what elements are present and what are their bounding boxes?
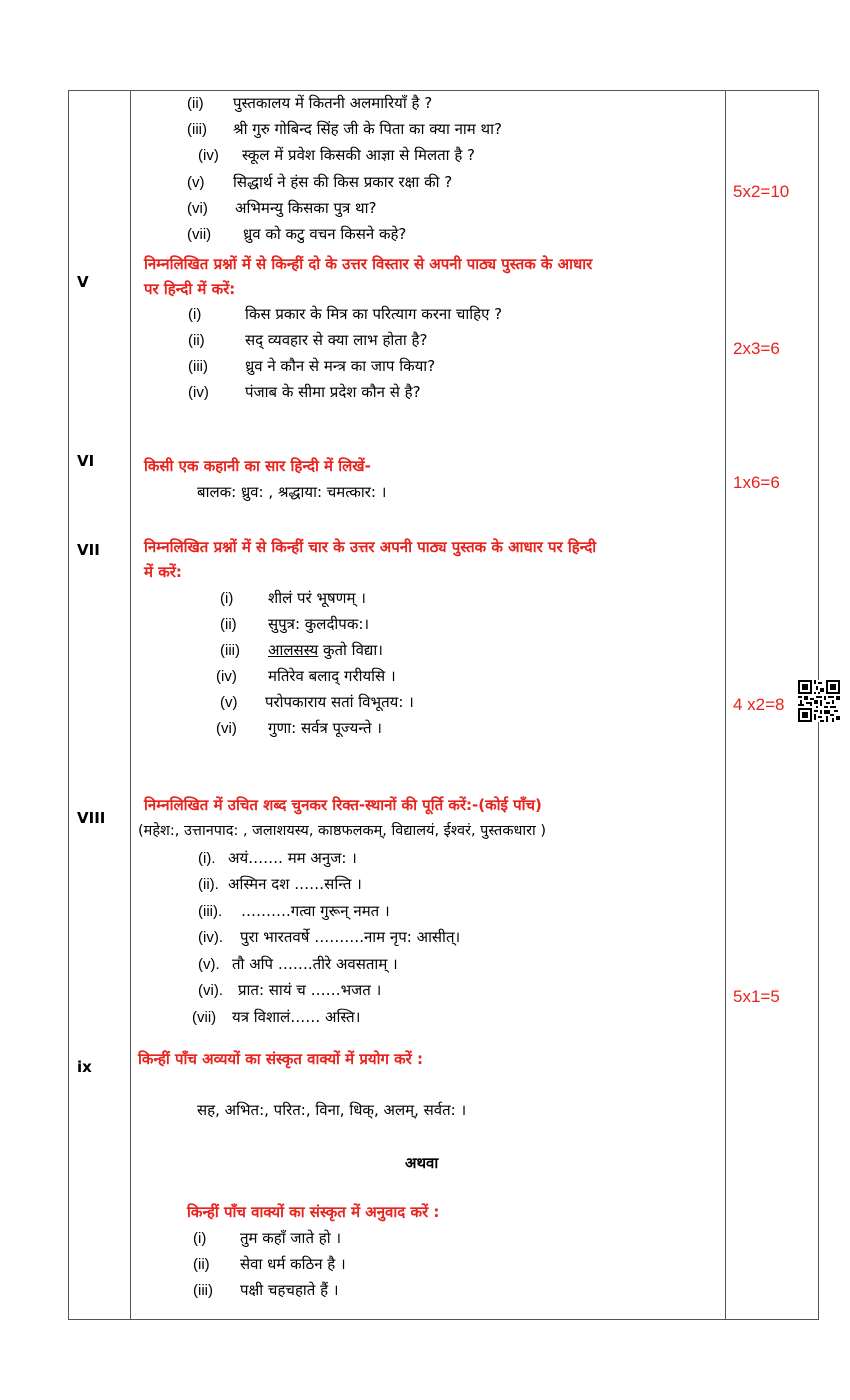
qr-code-icon [798,680,840,722]
list-item [187,120,502,139]
item-text: अभिमन्यु किसका पुत्र था? [235,199,377,217]
list-item [198,928,460,947]
list-item [220,615,369,634]
list-item [193,1229,341,1248]
item-number: (vi). [198,982,223,999]
item-text: ध्रुव ने कौन से मन्त्र का जाप किया? [245,357,436,375]
item-number: (ii) [187,95,204,112]
section-v-instruction-line1: निम्नलिखित प्रश्नों में से किन्हीं दो के उत्तर विस्तार से अपनी पाठ्य पुस्तक के आधार [144,255,593,273]
list-item [220,589,366,608]
section-viii-word-bank: (महेश:, उत्तानपाद: , जलाशयस्य, काष्ठफलकम्, विद्यालयं, ईश्वरं, पुस्तकधारा ) [138,823,547,839]
item-number: (i). [198,850,216,867]
item-text: श्री गुरु गोबिन्द सिंह जी के पिता का क्या नाम था? [233,120,502,138]
section-number: VII [77,541,100,559]
item-text: ध्रुव को कटु वचन किसने कहे? [243,225,407,243]
item-number: (iii) [188,358,208,375]
section-viii-instruction: निम्नलिखित में उचित शब्द चुनकर रिक्त-स्थानों की पूर्ति करें:-(कोई पाँच) [144,796,542,814]
section-vi-instruction: किसी एक कहानी का सार हिन्दी में लिखें- [144,457,371,475]
underlined-word: आलसस्य [268,641,319,659]
list-item [198,902,390,921]
item-text: अस्मिन दश ……सन्ति । [228,875,362,893]
item-text: तौ अपि …….तीरे अवसताम् । [232,955,398,973]
list-item [188,331,427,350]
section-v-instruction-line2: पर हिन्दी में करें: [144,280,236,298]
item-text: शीलं परं भूषणम् । [268,589,366,607]
column-divider-right [725,91,726,1319]
item-text: मतिरेव बलाद् गरीयसि । [268,667,396,685]
item-text: यत्र विशालं…… अस्ति। [232,1008,361,1026]
item-text: स्कूल में प्रवेश किसकी आज्ञा से मिलता है ? [242,146,476,164]
item-text: सिद्धार्थ ने हंस की किस प्रकार रक्षा की ? [233,173,453,191]
list-item [216,719,382,738]
list-item [188,357,435,376]
section-ix-instruction: किन्हीं पाँच अव्ययों का संस्कृत वाक्यों में प्रयोग करें : [138,1050,424,1068]
section-vii-instruction-line1: निम्नलिखित प्रश्नों में से किन्हीं चार के उत्तर अपनी पाठ्य पुस्तक के आधार पर हिन्दी [144,538,597,556]
item-text: गुणा: सर्वत्र पूज्यन्ते । [268,719,382,737]
item-number: (v) [220,694,238,711]
list-item [193,1281,339,1300]
item-text: पुरा भारतवर्षे ……….नाम नृप: आसीत्। [240,928,461,946]
list-item [198,849,357,868]
list-item [198,875,362,894]
item-text: प्रात: सायं च ……भजत । [238,981,382,999]
list-item [216,667,396,686]
item-number: (iv). [198,929,223,946]
list-item [187,94,432,113]
item-number: (ii) [188,332,205,349]
item-text: सेवा धर्म कठिन है । [240,1255,346,1273]
marks-vi: 1x6=6 [733,473,780,492]
item-number: (ii) [220,616,237,633]
item-text: सद् व्यवहार से क्या लाभ होता है? [245,331,428,349]
item-number: (iv) [198,147,219,164]
item-number: (iii) [220,642,240,659]
item-number: (i) [193,1230,207,1247]
list-item [187,173,452,192]
item-number: (iv) [188,384,209,401]
marks-viii: 5x1=5 [733,987,780,1006]
column-divider-left [130,91,131,1319]
item-number: (iv) [216,668,237,685]
item-text: पंजाब के सीमा प्रदेश कौन से है? [245,383,421,401]
item-text: कुतो विद्या। [318,641,383,659]
list-item [192,1008,360,1027]
section-ix-words: सह, अभित:, परित:, विना, धिक्, अलम्, सर्वत: । [197,1101,467,1119]
item-text: किस प्रकार के मित्र का परित्याग करना चाहिए ? [245,305,503,323]
list-item [198,146,475,165]
list-item [198,955,398,974]
item-text: अयं……. मम अनुज: । [228,849,357,867]
section-number: V [77,273,89,291]
item-number: (iii) [193,1282,213,1299]
list-item [193,1255,346,1274]
item-text: परोपकाराय सतां विभूतय: । [265,693,414,711]
item-number: (i) [188,306,202,323]
item-text: पुस्तकालय में कितनी अलमारियाँ है ? [233,94,433,112]
section-number: ix [77,1058,92,1076]
item-text: तुम कहाँ जाते हो । [240,1229,342,1247]
item-number: (v). [198,956,220,973]
section-ix-alt-instruction: किन्हीं पाँच वाक्यों का संस्कृत में अनुवाद करें : [187,1203,440,1221]
item-number: (vi) [187,200,208,217]
list-item [198,981,381,1000]
item-number: (vi) [216,720,237,737]
list-item [188,383,421,402]
section-vii-instruction-line2: में करें: [144,563,182,581]
item-number: (ii) [193,1256,210,1273]
list-item [220,641,383,660]
marks-vii: 4 x2=8 [733,695,785,714]
item-number: (vii) [187,226,212,243]
item-number: (iii) [187,121,207,138]
item-number: (vii) [192,1009,217,1026]
marks-v: 2x3=6 [733,339,780,358]
list-item [220,693,414,712]
item-text: सुपुत्र: कुलदीपक:। [268,615,370,633]
list-item [187,225,406,244]
item-text: पक्षी चहचहाते हैं । [240,1281,339,1299]
or-label: अथवा [405,1154,439,1172]
item-number: (iii). [198,903,223,920]
item-text: ……….गत्वा गुरून् नमत । [241,902,390,920]
question-table [68,90,819,1320]
section-number: VI [77,452,95,470]
section-vi-content: बालक: ध्रुव: , श्रद्धाया: चमत्कार: । [197,483,387,501]
section-number: VIII [77,809,106,827]
item-number: (ii). [198,876,219,893]
item-number: (i) [220,590,234,607]
list-item [187,199,376,218]
list-item [188,305,502,324]
marks-iv: 5x2=10 [733,182,790,201]
item-number: (v) [187,174,205,191]
